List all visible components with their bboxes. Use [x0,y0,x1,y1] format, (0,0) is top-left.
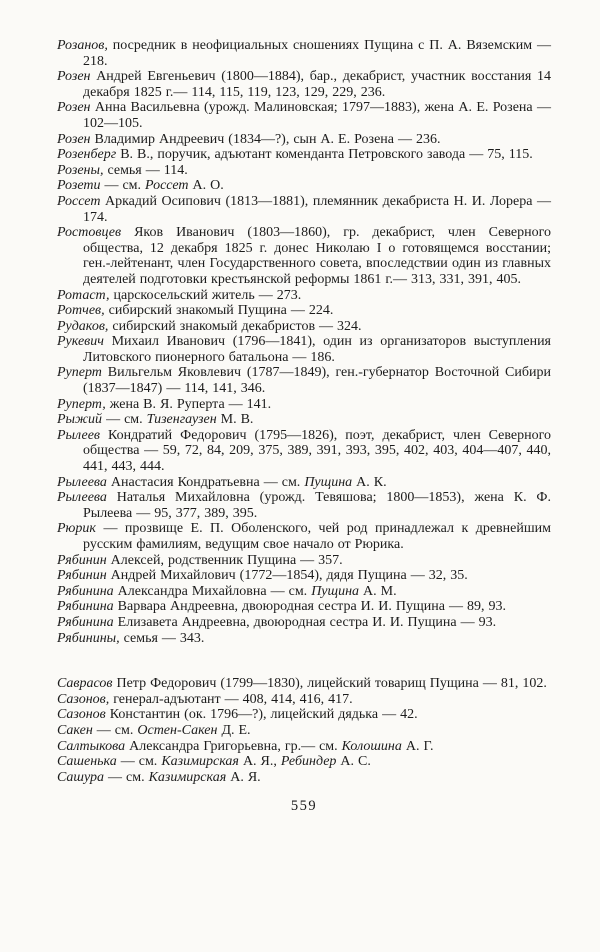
entry-name-italic: Саврасов [57,676,113,692]
entry-name-italic: Рябинин [57,568,107,584]
entry-name-italic: Рукевич [57,334,104,350]
index-entry [57,631,551,647]
entry-text: Алексей, родственник Пущина — 357. [106,552,343,568]
entry-name-italic: Ребиндер [280,754,337,770]
entry-name-italic: Рябинина [57,599,114,615]
index-entry [57,163,551,179]
index-entry [57,692,551,708]
entry-text: — см. [102,412,147,428]
index-entry [57,100,551,131]
index-entry [57,553,551,569]
entry-text: Анастасия Кондратьевна — см. [106,474,305,490]
entry-text: Яков Иванович (1803—1860), гр. декабрист, член Северного общества, 12 декабря 1825 г. донес Николаю I о готовящемся восстании; ген.-лейтенант, член Государственного совета, впоследствии один из главных деятелей подготовки крестьянской реформы 1861 г.— 313, 331, 391, 405. [83,225,551,287]
entry-text: Варвара Андреевна, двоюродная сестра И. И. Пущина — 89, 93. [113,599,506,615]
entry-text: А. Я. [226,769,261,785]
entry-text: А. К. [352,474,387,490]
entry-name-italic: Розен [57,131,91,147]
entry-text: Анна Васильевна (урожд. Малиновская; 1797—1883), жена А. Е. Розена — 102—105. [83,100,551,131]
entry-name-italic: Розети [57,178,101,194]
index-entry [57,599,551,615]
index-entry [57,770,551,786]
entry-text: А. О. [188,178,224,194]
index-entry [57,319,551,335]
entry-name-italic: Розен [57,69,91,85]
entry-text: Александра Григорьевна, гр.— см. [125,738,342,754]
entry-name-italic: Розанов, [57,38,108,53]
entry-text: — см. [104,769,149,785]
entry-name-italic: Ротчев, [57,303,105,319]
index-entry [57,397,551,413]
entry-name-italic: Тизенгаузен [146,412,217,428]
entry-text: Д. Е. [217,722,251,738]
entry-name-italic: Пущина [304,474,353,490]
entry-text: Владимир Андреевич (1834—?), сын А. Е. Розена — 236. [90,131,441,147]
book-page [57,38,551,815]
entry-text: жена В. Я. Руперта — 141. [105,396,272,412]
index-entry [57,225,551,287]
entry-text: семья — 114. [103,162,188,178]
index-entry [57,288,551,304]
entry-text: царскосельский житель — 273. [109,287,302,303]
entry-name-italic: Остен-Сакен [137,722,218,738]
entry-text: Аркадий Осипович (1813—1881), племянник декабриста Н. И. Лорера — 174. [83,193,551,225]
entry-text: Наталья Михайловна (урожд. Тевяшова; 1800—1853), жена К. Ф. Рылеева — 95, 377, 389, 395. [83,490,551,521]
entry-name-italic: Рябинина [57,583,114,599]
index-entry [57,365,551,396]
entry-text: — см. [116,754,162,770]
entry-name-italic: Рылеева [57,490,107,506]
index-entry [57,69,551,100]
index-entry [57,178,551,194]
entry-text: А. Г. [401,738,434,754]
index-entry [57,521,551,552]
index-entry [57,676,551,692]
entry-text: сибирский знакомый Пущина — 224. [104,303,334,319]
entry-name-italic: Рюрик [57,521,96,537]
entry-name-italic: Ростовцев [57,225,122,241]
index-entry [57,428,551,475]
index-entry [57,754,551,770]
entry-name-italic: Сакен [57,722,93,738]
entry-text: семья — 343. [119,630,205,646]
entry-name-italic: Рябинина [57,614,114,630]
entry-name-italic: Салтыкова [57,738,126,754]
index-entry [57,334,551,365]
entry-name-italic: Казимирская [148,769,227,785]
entry-name-italic: Розенберг [57,147,117,163]
index-entry [57,194,551,225]
entry-name-italic: Рябинины, [57,630,120,646]
entry-text: — см. [92,722,138,738]
entry-text: — см. [100,178,146,194]
index-entry [57,584,551,600]
entry-text: А. С. [336,754,371,770]
entry-text: А. Я., [238,754,281,770]
index-entry [57,147,551,163]
name-index-list [57,38,551,785]
entry-name-italic: Рябинин [57,552,107,568]
index-entry [57,475,551,491]
entry-text: Кондратий Федорович (1795—1826), поэт, декабрист, член Северного общества — 59, 72, 84, 209, 375, 389, 391, 393, 395, 402, 403, 404—407, 440, 441, 443, 444. [83,427,551,475]
entry-name-italic: Ротаст, [57,287,110,303]
entry-name-italic: Колошина [341,738,402,754]
entry-name-italic: Сазонов, [57,691,110,707]
entry-name-italic: Казимирская [161,754,239,770]
entry-text: Александра Михайловна — см. [113,583,312,599]
entry-text: М. В. [216,412,254,428]
entry-name-italic: Сашура [57,769,105,785]
entry-name-italic: Сазонов [57,707,106,723]
entry-name-italic: Россет [145,178,189,194]
entry-name-italic: Россет [57,193,101,209]
entry-text: Андрей Михайлович (1772—1854), дядя Пущина — 32, 35. [106,568,468,584]
entry-name-italic: Пущина [311,583,360,599]
entry-text: посредник в неофициальных сношениях Пущина с П. А. Вяземским — 218. [83,38,551,69]
entry-text: А. М. [359,583,397,599]
entry-name-italic: Розены, [57,162,104,178]
index-entry [57,412,551,428]
entry-text: генерал-адъютант — 408, 414, 416, 417. [109,691,353,707]
entry-name-italic: Сашенька [57,754,117,770]
entry-text: Михаил Иванович (1796—1841), один из организаторов выступления Литовского пионерного батальона — 186. [83,334,551,365]
index-entry [57,615,551,631]
index-entry [57,132,551,148]
index-entry [57,303,551,319]
entry-name-italic: Рудаков, [57,318,109,334]
entry-text: сибирский знакомый декабристов — 324. [108,318,362,334]
entry-name-italic: Рылеев [57,427,100,443]
entry-text: Андрей Евгеньевич (1800—1884), бар., декабрист, участник восстания 14 декабря 1825 г.— 114, 115, 119, 123, 129, 229, 236. [83,69,551,100]
page-number: 559 [290,798,318,815]
entry-text: Вильгельм Яковлевич (1787—1849), ген.-губернатор Восточной Сибири (1837—1847) — 114, 141, 346. [83,365,551,397]
index-entry [57,707,551,723]
index-entry [57,38,551,69]
entry-name-italic: Рылеева [57,474,107,490]
entry-name-italic: Руперт [57,365,102,381]
index-entry [57,490,551,521]
index-entry [57,723,551,739]
index-entry [57,739,551,755]
entry-text: — прозвище Е. П. Оболенского, чей род принадлежал к древнейшим русским фамилиям, ведущим свое начало от Рюрика. [83,521,551,552]
entry-text: Елизавета Андреевна, двоюродная сестра И. И. Пущина — 93. [113,614,497,630]
entry-text: В. В., поручик, адъютант коменданта Петровского завода — 75, 115. [116,147,533,163]
entry-name-italic: Розен [57,100,91,116]
entry-text: Константин (ок. 1796—?), лицейский дядька — 42. [105,707,418,723]
entry-name-italic: Рыжий [57,412,103,428]
entry-text: Петр Федорович (1799—1830), лицейский товарищ Пущина — 81, 102. [112,676,547,692]
index-entry [57,568,551,584]
entry-name-italic: Руперт, [57,396,106,412]
